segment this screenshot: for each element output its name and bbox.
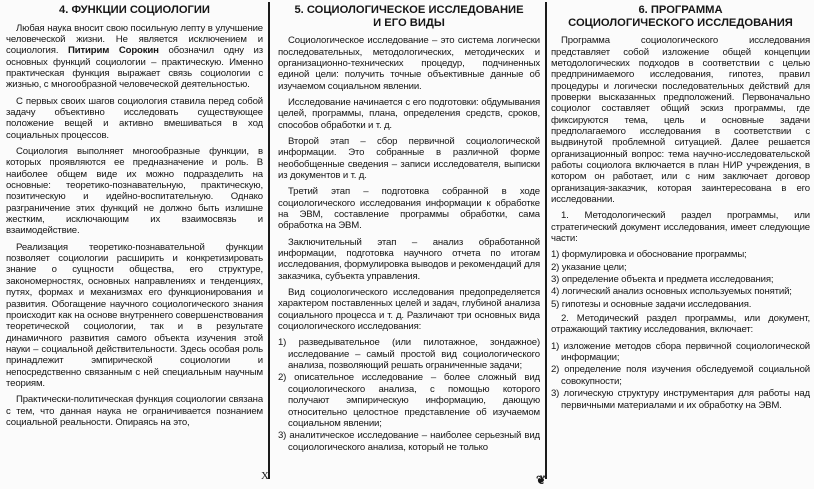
author-name: Питирим Сорокин (68, 45, 159, 57)
heading-functions: 4. ФУНКЦИИ СОЦИОЛОГИИ (59, 4, 210, 16)
ornament-icon: ❦ (536, 473, 547, 487)
column-divider (268, 2, 270, 479)
research-types-list (278, 337, 540, 452)
list-item: 2) определение поля изучения обследуемой социальной совокупности; (551, 364, 810, 387)
paragraph: Второй этап – сбор первичной социологической информации. Это собранные в различной форме необобщенные сведения – записи исследователя, выписки из документов и т. д. (278, 135, 540, 181)
paragraph: Заключительный этап – анализ обработанной информации, подготовка научного отчета по итогам исследования, формулировка выводов и рекомендаций для заказчика, субъекта управления. (278, 236, 540, 282)
paragraph: Третий этап – подготовка собранной в ходе социологического исследования информации к обработке на ЭВМ, составление программы обработки, сама обработка на ЭВМ. (278, 186, 540, 232)
heading-program: 6. ПРОГРАММА СОЦИОЛОГИЧЕСКОГО ИССЛЕДОВАНИЯ (568, 4, 793, 29)
list-item: 4) логический анализ основных используемых понятий; (551, 286, 792, 298)
paragraph: С первых своих шагов социология ставила перед собой задачу объективно исследовать существующее положение вещей и активно вмешиваться в ход социальных процессов. (6, 95, 263, 141)
column-research (278, 4, 540, 474)
heading-research: 5. СОЦИОЛОГИЧЕСКОЕ ИССЛЕДОВАНИЕ И ЕГО ВИДЫ (294, 4, 524, 29)
methodological-parts-list (551, 249, 810, 310)
methodical-parts-list (551, 341, 810, 411)
list-item: 1) разведывательное (или пилотажное, зондажное) исследование – самый простой вид социологического анализа, позволяющий решать ограниченные задачи; (278, 337, 540, 372)
paragraph: Социология выполняет многообразные функции, в которых проявляются ее предназначение и роль. В наиболее общем виде их можно подразделить на основные: теоретико-познавательную, практическую, позитическую и идейно-воспитательную. Однако разграничение этих функций не должно быть излишне жестким, исключающим их взаимосвязь и взаимодействие. (6, 146, 263, 237)
list-item: 5) гипотезы и основные задачи исследования. (551, 298, 752, 310)
column-divider (545, 2, 547, 479)
paragraph: Реализация теоретико-познавательной функции позволяет социологии расширить и конкретизировать знание о сущности общества, его структуре, закономерностях, основных направлениях и тенденциях, путях, формах и механизмах его функционирования и развития. Обогащение научного социологического знания происходит как на основе внутреннего совершенствования теоретической социологии, так и в результате динамичного развития самого объекта изучения этой науки – социальной действительности. Здесь особая роль принадлежит эмпирической социологии и непосредственно связанным с ней специальным научным теориям. (6, 241, 263, 389)
paragraph: 2. Методический раздел программы, или документ, отражающий тактику исследования, включает: (551, 313, 810, 336)
paragraph: 1. Методологический раздел программы, или стратегический документ исследования, имеет следующие части: (551, 210, 810, 245)
paragraph: Вид социологического исследования предопределяется характером поставленных целей и задач, глубиной анализа социального процесса и т. д. Различают три основных вида социологического исследования: (278, 287, 540, 333)
paragraph: Любая наука вносит свою посильную лепту в улучшение человеческой жизни. Не является исключением и социология. Питирим Сорокин обозначил одну из основных функций социологии – практическую. Именно практическая функция выражает связь социологии с жизнью, с многообразной человеческой деятельностью. (6, 22, 263, 91)
column-functions (6, 4, 263, 474)
paragraph: Социологическое исследование – это система логически последовательных, методологических, методических и организационно-технических процедур, подчиненных единой цели: получить точные объективные данные об изучаемом социальном явлении. (278, 35, 540, 92)
page-marker: X (261, 470, 269, 482)
paragraph: Исследование начинается с его подготовки: обдумывания целей, программы, плана, определения средств, сроков, способов обработки и т. д. (278, 96, 540, 131)
list-item: 2) описательное исследование – более сложный вид социологического анализа, с помощью которого получают эмпирическую информацию, дающую относительно целостное представление об изучаемом социальном явлении; (278, 372, 540, 429)
list-item: 1) изложение методов сбора первичной социологической информации; (551, 340, 810, 364)
paragraph: Программа социологического исследования представляет собой изложение общей концепции методологических подходов в соответствии с целью предпринимаемого исследования, гипотез, правил процедуры и логически последовательных действий для проверки высказанных предположений. Первоначально социолог составляет общий эскиз программы, где фиксируются тема, цель и основные задачи предполагаемого исследования в соответствии с выдвинутой проблемной ситуацией. Далее решается организационный вопрос: тема научно-исследовательской работы социолога включается в план НИР учреждения, в котором он работает, или с ним заключает договор организация-заказчик, которая заинтересована в его исследовании. (551, 35, 810, 205)
list-item: 3) определение объекта и предмета исследования; (551, 274, 774, 286)
paragraph: Практически-политическая функция социологии связана с тем, что данная наука не ограничивается познанием социальной реальности. Опираясь на это, (6, 394, 263, 428)
list-item: 1) формулировка и обоснование программы; (551, 249, 747, 261)
list-item: 2) указание цели; (551, 261, 627, 273)
list-item: 3) логическую структуру инструментария для работы над первичными материалами и их обработку на ЭВМ. (551, 388, 810, 411)
list-item: 3) аналитическое исследование – наиболее серьезный вид социологического анализа, который не только (278, 430, 540, 453)
column-program (551, 4, 810, 474)
